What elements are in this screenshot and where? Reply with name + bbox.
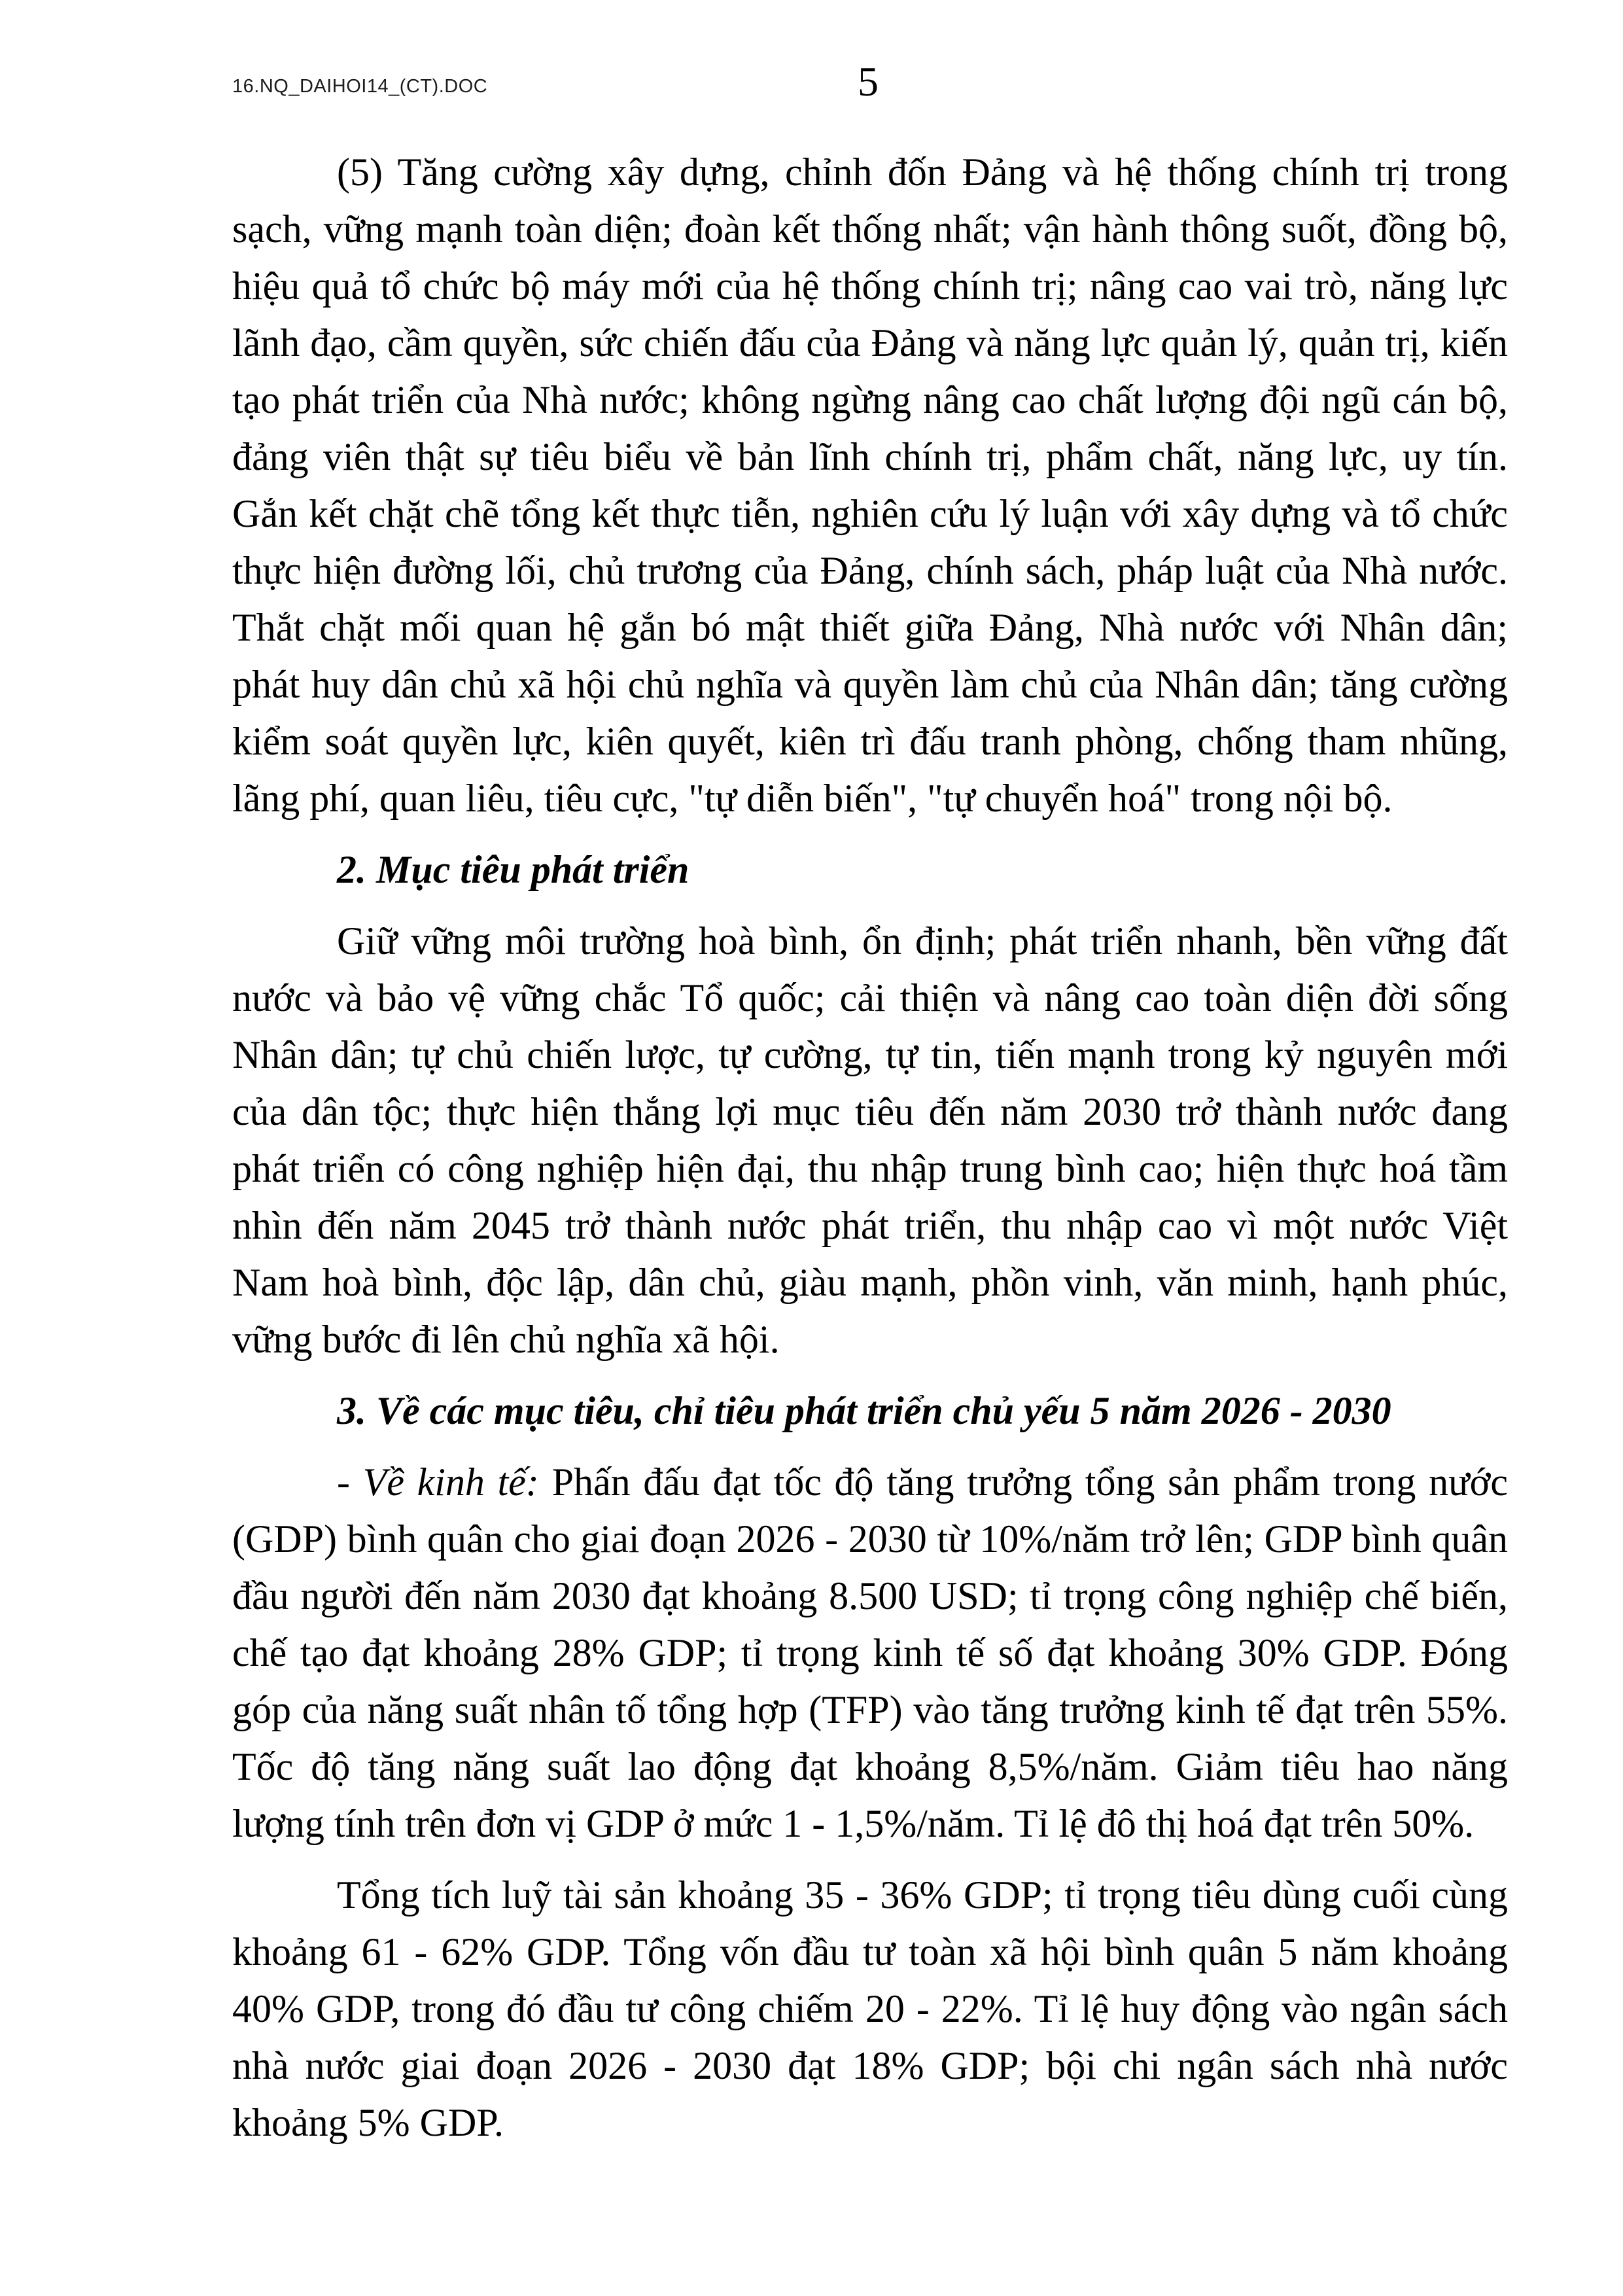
text-line xyxy=(232,1027,1508,1084)
page-header xyxy=(232,58,1508,103)
text-segment: đảng viên thật sự tiêu biểu về bản lĩnh chính trị, phẩm chất, năng lực, uy tín. xyxy=(232,435,1508,478)
text-line xyxy=(232,970,1508,1027)
text-line xyxy=(232,201,1508,258)
text-line xyxy=(232,1254,1508,1311)
text-segment: lãnh đạo, cầm quyền, sức chiến đấu của Đảng và năng lực quản lý, quản trị, kiến xyxy=(232,321,1508,364)
text-line xyxy=(232,1084,1508,1140)
text-segment: hiệu quả tổ chức bộ máy mới của hệ thống chính trị; nâng cao vai trò, năng lực xyxy=(232,264,1508,308)
text-segment: sạch, vững mạnh toàn diện; đoàn kết thống nhất; vận hành thông suốt, đồng bộ, xyxy=(232,207,1508,251)
text-segment: đầu người đến năm 2030 đạt khoảng 8.500 USD; tỉ trọng công nghiệp chế biến, xyxy=(232,1574,1508,1617)
text-segment: Giữ vững môi trường hoà bình, ổn định; phát triển nhanh, bền vững đất xyxy=(337,919,1508,963)
text-segment: của dân tộc; thực hiện thắng lợi mục tiêu đến năm 2030 trở thành nước đang xyxy=(232,1090,1508,1133)
text-segment: chế tạo đạt khoảng 28% GDP; tỉ trọng kinh tế số đạt khoảng 30% GDP. Đóng xyxy=(232,1631,1508,1674)
text-line xyxy=(232,841,1508,898)
text-line xyxy=(232,1625,1508,1682)
text-line xyxy=(232,2094,1508,2151)
paragraph xyxy=(232,1867,1508,2151)
text-line xyxy=(232,913,1508,970)
text-line xyxy=(232,1795,1508,1852)
text-segment: - xyxy=(337,1460,363,1504)
text-line xyxy=(232,713,1508,770)
text-segment: 2. Mục tiêu phát triển xyxy=(337,848,689,891)
text-segment: Gắn kết chặt chẽ tổng kết thực tiễn, nghiên cứu lý luận với xây dựng và tổ chức xyxy=(232,492,1508,535)
text-line xyxy=(232,1383,1508,1439)
text-segment: góp của năng suất nhân tố tổng hợp (TFP) vào tăng trưởng kinh tế đạt trên 55%. xyxy=(232,1688,1508,1731)
text-segment: phát huy dân chủ xã hội chủ nghĩa và quyền làm chủ của Nhân dân; tăng cường xyxy=(232,663,1508,706)
text-segment: Nam hoà bình, độc lập, dân chủ, giàu mạnh, phồn vinh, văn minh, hạnh phúc, xyxy=(232,1261,1508,1304)
text-line xyxy=(232,1197,1508,1254)
section-heading xyxy=(232,841,1508,898)
text-segment: 40% GDP, trong đó đầu tư công chiếm 20 - 22%. Tỉ lệ huy động vào ngân sách xyxy=(232,1987,1508,2030)
text-line xyxy=(232,258,1508,315)
text-segment: nước và bảo vệ vững chắc Tổ quốc; cải thiện và nâng cao toàn diện đời sống xyxy=(232,976,1508,1019)
text-segment: vững bước đi lên chủ nghĩa xã hội. xyxy=(232,1318,780,1361)
page-number: 5 xyxy=(858,58,879,105)
paragraph xyxy=(232,913,1508,1368)
text-segment: phát triển có công nghiệp hiện đại, thu nhập trung bình cao; hiện thực hoá tầm xyxy=(232,1147,1508,1190)
text-line xyxy=(232,1454,1508,1511)
text-line xyxy=(232,656,1508,713)
text-segment: Thắt chặt mối quan hệ gắn bó mật thiết giữa Đảng, Nhà nước với Nhân dân; xyxy=(232,606,1508,649)
text-line xyxy=(232,144,1508,201)
text-line xyxy=(232,315,1508,372)
text-segment: Tốc độ tăng năng suất lao động đạt khoảng 8,5%/năm. Giảm tiêu hao năng xyxy=(232,1745,1508,1788)
text-line xyxy=(232,1867,1508,1924)
text-segment: khoảng 61 - 62% GDP. Tổng vốn đầu tư toàn xã hội bình quân 5 năm khoảng xyxy=(232,1930,1508,1973)
text-line xyxy=(232,1739,1508,1795)
paragraph xyxy=(232,144,1508,827)
text-line xyxy=(232,599,1508,656)
document-body xyxy=(232,144,1508,2151)
italic-text-segment: Về kinh tế: xyxy=(362,1460,539,1504)
text-segment: kiểm soát quyền lực, kiên quyết, kiên trì đấu tranh phòng, chống tham nhũng, xyxy=(232,720,1508,763)
text-line xyxy=(232,1924,1508,1981)
text-segment: tạo phát triển của Nhà nước; không ngừng nâng cao chất lượng đội ngũ cán bộ, xyxy=(232,378,1508,421)
text-line xyxy=(232,770,1508,827)
text-line xyxy=(232,1682,1508,1739)
text-line xyxy=(232,1311,1508,1368)
section-heading xyxy=(232,1383,1508,1439)
text-line xyxy=(232,429,1508,486)
text-segment: thực hiện đường lối, chủ trương của Đảng, chính sách, pháp luật của Nhà nước. xyxy=(232,549,1508,592)
text-line xyxy=(232,1140,1508,1197)
text-line xyxy=(232,372,1508,429)
paragraph xyxy=(232,1454,1508,1852)
text-segment: (GDP) bình quân cho giai đoạn 2026 - 2030 từ 10%/năm trở lên; GDP bình quân xyxy=(232,1517,1508,1561)
text-line xyxy=(232,542,1508,599)
text-segment: 3. Về các mục tiêu, chỉ tiêu phát triển chủ yếu 5 năm 2026 - 2030 xyxy=(337,1389,1391,1432)
text-line xyxy=(232,1511,1508,1568)
text-segment: nhà nước giai đoạn 2026 - 2030 đạt 18% GDP; bội chi ngân sách nhà nước xyxy=(232,2044,1508,2087)
header-filename: 16.NQ_DAIHOI14_(CT).DOC xyxy=(232,76,488,97)
text-line xyxy=(232,1568,1508,1625)
text-line xyxy=(232,486,1508,542)
text-segment: Tổng tích luỹ tài sản khoảng 35 - 36% GDP; tỉ trọng tiêu dùng cuối cùng xyxy=(337,1873,1508,1916)
text-line xyxy=(232,2038,1508,2094)
text-line xyxy=(232,1981,1508,2038)
text-segment: khoảng 5% GDP. xyxy=(232,2101,504,2144)
text-segment: (5) Tăng cường xây dựng, chỉnh đốn Đảng và hệ thống chính trị trong xyxy=(337,150,1508,194)
text-segment: Nhân dân; tự chủ chiến lược, tự cường, tự tin, tiến mạnh trong kỷ nguyên mới xyxy=(232,1033,1508,1076)
text-segment: lãng phí, quan liêu, tiêu cực, "tự diễn biến", "tự chuyển hoá" trong nội bộ. xyxy=(232,777,1393,820)
text-segment: nhìn đến năm 2045 trở thành nước phát triển, thu nhập cao vì một nước Việt xyxy=(232,1204,1508,1247)
text-segment: lượng tính trên đơn vị GDP ở mức 1 - 1,5%/năm. Tỉ lệ đô thị hoá đạt trên 50%. xyxy=(232,1802,1475,1845)
text-segment: Phấn đấu đạt tốc độ tăng trưởng tổng sản phẩm trong nước xyxy=(538,1460,1508,1504)
